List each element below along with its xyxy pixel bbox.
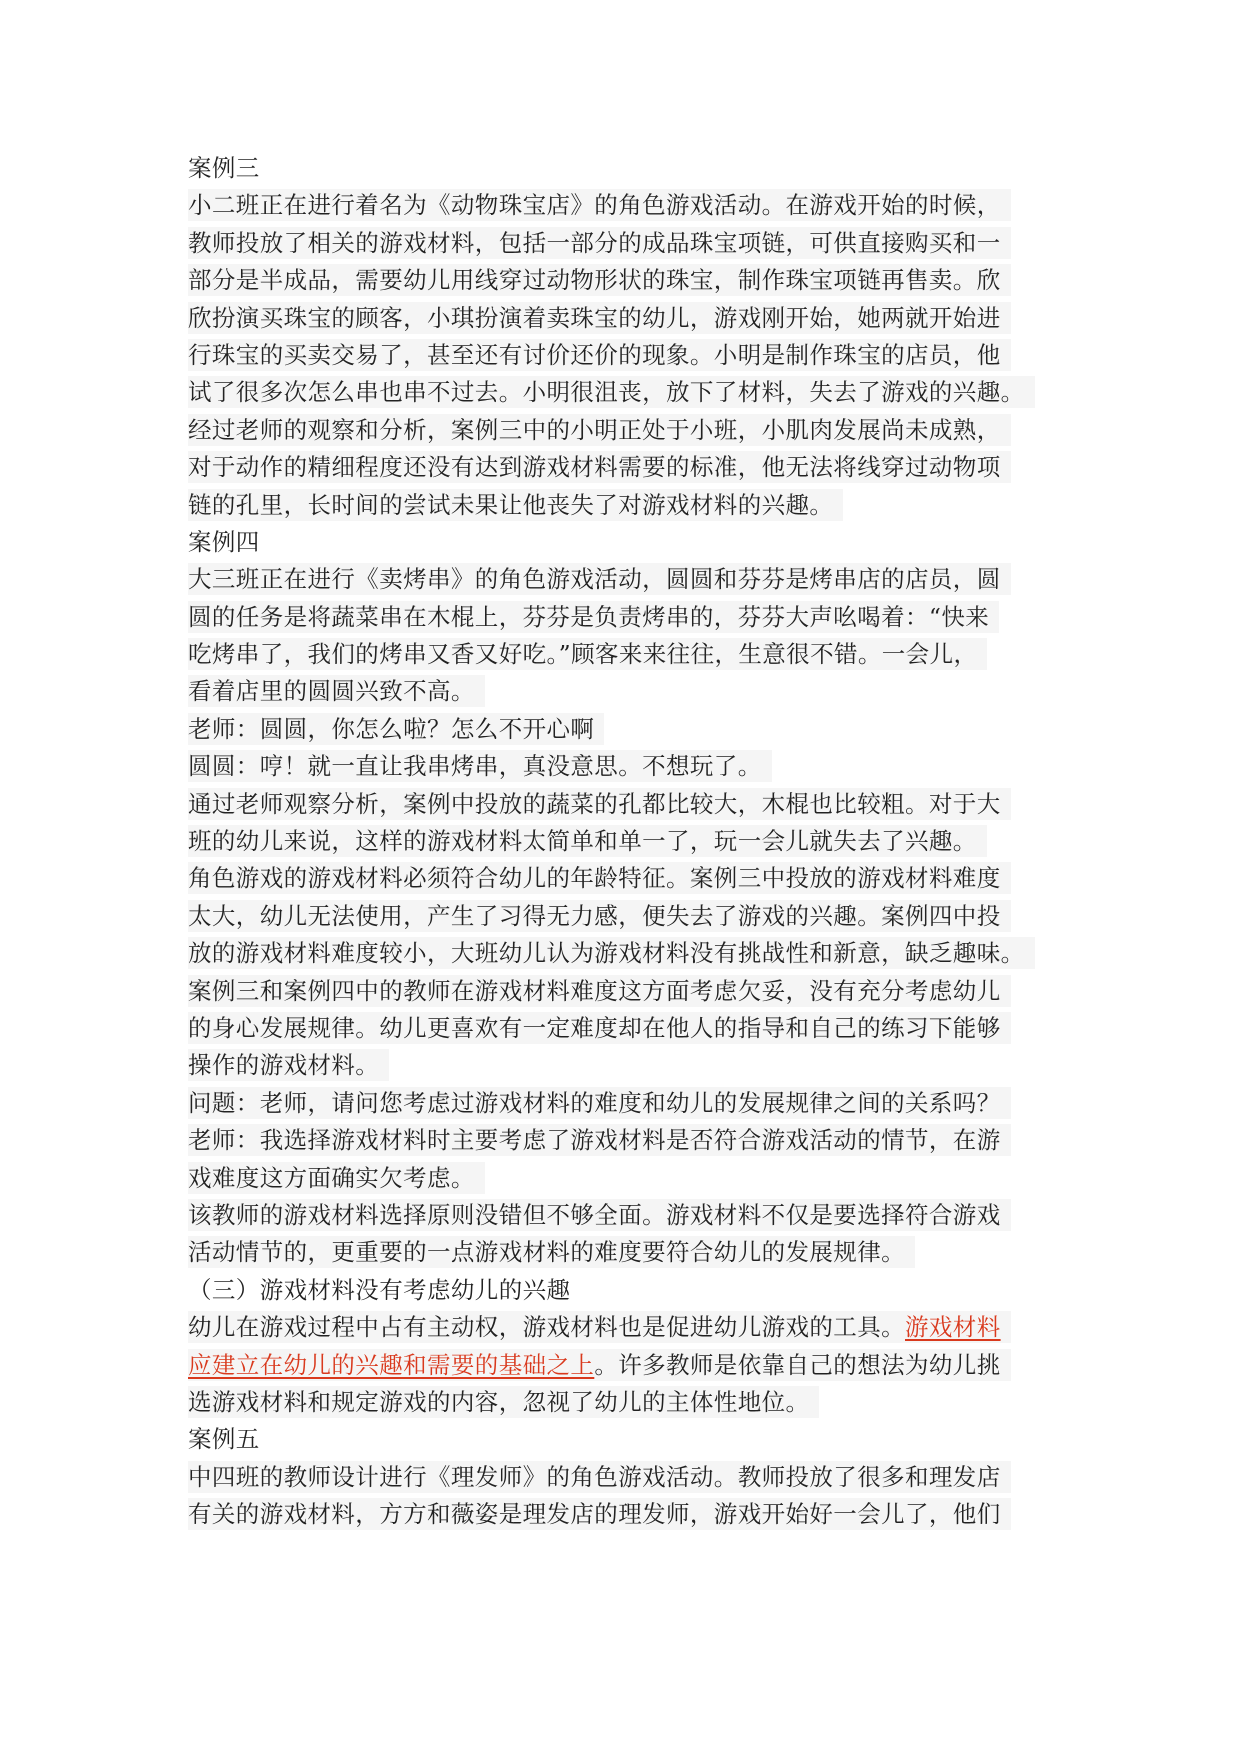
paragraph-line bbox=[188, 300, 1068, 337]
text-line: 案例五 bbox=[188, 1425, 260, 1454]
highlighted-text: 游戏材料 bbox=[905, 1313, 1001, 1342]
text-line: 班的幼儿来说，这样的游戏材料太简单和单一了，玩一会儿就失去了兴趣。 bbox=[188, 825, 987, 857]
paragraph-line bbox=[188, 898, 1068, 935]
text-line: 操作的游戏材料。 bbox=[188, 1049, 389, 1081]
text-segment: 幼儿在游戏过程中占有主动权，游戏材料也是促进幼儿游戏的工具。 bbox=[188, 1313, 905, 1342]
text-line: 对于动作的精细程度还没有达到游戏材料需要的标准，他无法将线穿过动物项 bbox=[188, 451, 1011, 483]
paragraph-line bbox=[188, 412, 1068, 449]
text-line: 戏难度这方面确实欠考虑。 bbox=[188, 1162, 485, 1194]
paragraph-line bbox=[188, 1047, 1068, 1084]
dialogue-line bbox=[188, 711, 1068, 748]
paragraph-line bbox=[188, 225, 1068, 262]
text-line: 案例三 bbox=[188, 154, 260, 182]
text-line bbox=[188, 1349, 1011, 1381]
text-line: 圆圆：哼！就一直让我串烤串，真没意思。不想玩了。 bbox=[188, 750, 772, 782]
text-line bbox=[188, 1311, 1011, 1343]
text-line: 通过老师观察分析，案例中投放的蔬菜的孔都比较大，木棍也比较粗。对于大 bbox=[188, 788, 1011, 820]
text-line: 有关的游戏材料，方方和薇姿是理发店的理发师，游戏开始好一会儿了，他们 bbox=[188, 1498, 1011, 1530]
dialogue-line bbox=[188, 748, 1068, 785]
paragraph-line bbox=[188, 973, 1068, 1010]
paragraph-line bbox=[188, 337, 1068, 374]
text-line: 太大，幼儿无法使用，产生了习得无力感，便失去了游戏的兴趣。案例四中投 bbox=[188, 900, 1011, 932]
text-line: 老师：圆圆，你怎么啦？怎么不开心啊 bbox=[188, 713, 604, 745]
dialogue-line bbox=[188, 1122, 1068, 1159]
document-body bbox=[188, 150, 1068, 1533]
paragraph-line bbox=[188, 1496, 1068, 1533]
paragraph-line bbox=[188, 262, 1068, 299]
text-line: 该教师的游戏材料选择原则没错但不够全面。游戏材料不仅是要选择符合游戏 bbox=[188, 1199, 1011, 1231]
text-line: 案例四 bbox=[188, 527, 260, 556]
text-line: 链的孔里，长时间的尝试未果让他丧失了对游戏材料的兴趣。 bbox=[188, 489, 843, 521]
paragraph-line bbox=[188, 487, 1068, 524]
text-segment: 。许多教师是依靠自己的想法为幼儿挑 bbox=[594, 1350, 1001, 1379]
paragraph-line bbox=[188, 1347, 1068, 1384]
heading-case-5 bbox=[188, 1421, 1068, 1458]
text-line: 案例三和案例四中的教师在游戏材料难度这方面考虑欠妥，没有充分考虑幼儿 bbox=[188, 975, 1011, 1007]
text-line: 部分是半成品，需要幼儿用线穿过动物形状的珠宝，制作珠宝项链再售卖。欣 bbox=[188, 264, 1011, 296]
text-line: 角色游戏的游戏材料必须符合幼儿的年龄特征。案例三中投放的游戏材料难度 bbox=[188, 862, 1011, 894]
paragraph-line bbox=[188, 187, 1068, 224]
paragraph-line bbox=[188, 1384, 1068, 1421]
paragraph-line bbox=[188, 561, 1068, 598]
dialogue-line bbox=[188, 1085, 1068, 1122]
text-line: 欣扮演买珠宝的顾客，小琪扮演着卖珠宝的幼儿，游戏刚开始，她两就开始进 bbox=[188, 302, 1011, 334]
text-line: 中四班的教师设计进行《理发师》的角色游戏活动。教师投放了很多和理发店 bbox=[188, 1461, 1011, 1493]
text-line: 老师：我选择游戏材料时主要考虑了游戏材料是否符合游戏活动的情节，在游 bbox=[188, 1124, 1011, 1156]
heading-case-3 bbox=[188, 150, 1068, 187]
paragraph-line bbox=[188, 1197, 1068, 1234]
heading-case-4 bbox=[188, 524, 1068, 561]
paragraph-line bbox=[188, 1459, 1068, 1496]
text-line: 圆的任务是将蔬菜串在木棍上，芬芬是负责烤串的，芬芬大声吆喝着：“快来 bbox=[188, 601, 999, 633]
paragraph-line bbox=[188, 823, 1068, 860]
text-line: 教师投放了相关的游戏材料，包括一部分的成品珠宝项链，可供直接购买和一 bbox=[188, 227, 1011, 259]
text-line: 大三班正在进行《卖烤串》的角色游戏活动，圆圆和芬芬是烤串店的店员，圆 bbox=[188, 563, 1011, 595]
paragraph-line bbox=[188, 636, 1068, 673]
text-line: 选游戏材料和规定游戏的内容，忽视了幼儿的主体性地位。 bbox=[188, 1386, 819, 1418]
section-heading bbox=[188, 1272, 1068, 1309]
text-line: 行珠宝的买卖交易了，甚至还有讨价还价的现象。小明是制作珠宝的店员，他 bbox=[188, 339, 1011, 371]
text-line: 小二班正在进行着名为《动物珠宝店》的角色游戏活动。在游戏开始的时候， bbox=[188, 189, 1011, 221]
text-line: 活动情节的，更重要的一点游戏材料的难度要符合幼儿的发展规律。 bbox=[188, 1236, 915, 1268]
paragraph-line bbox=[188, 449, 1068, 486]
paragraph-line bbox=[188, 860, 1068, 897]
paragraph-line bbox=[188, 1010, 1068, 1047]
text-line: 的身心发展规律。幼儿更喜欢有一定难度却在他人的指导和自己的练习下能够 bbox=[188, 1012, 1011, 1044]
paragraph-line bbox=[188, 673, 1068, 710]
paragraph-line bbox=[188, 374, 1068, 411]
highlighted-text: 应建立在幼儿的兴趣和需要的基础之上 bbox=[188, 1350, 595, 1379]
text-line: （三）游戏材料没有考虑幼儿的兴趣 bbox=[188, 1275, 571, 1304]
paragraph-line bbox=[188, 1160, 1068, 1197]
text-line: 问题：老师，请问您考虑过游戏材料的难度和幼儿的发展规律之间的关系吗？ bbox=[188, 1087, 1011, 1119]
text-line: 试了很多次怎么串也串不过去。小明很沮丧，放下了材料，失去了游戏的兴趣。 bbox=[188, 376, 1035, 408]
paragraph-line bbox=[188, 1234, 1068, 1271]
paragraph-line bbox=[188, 599, 1068, 636]
paragraph-line bbox=[188, 786, 1068, 823]
text-line: 放的游戏材料难度较小，大班幼儿认为游戏材料没有挑战性和新意，缺乏趣味。 bbox=[188, 937, 1035, 969]
text-line: 经过老师的观察和分析，案例三中的小明正处于小班，小肌肉发展尚未成熟， bbox=[188, 414, 1011, 446]
paragraph-line bbox=[188, 1309, 1068, 1346]
paragraph-line bbox=[188, 935, 1068, 972]
text-line: 吃烤串了，我们的烤串又香又好吃。”顾客来来往往，生意很不错。一会儿， bbox=[188, 638, 987, 670]
text-line: 看着店里的圆圆兴致不高。 bbox=[188, 675, 485, 707]
